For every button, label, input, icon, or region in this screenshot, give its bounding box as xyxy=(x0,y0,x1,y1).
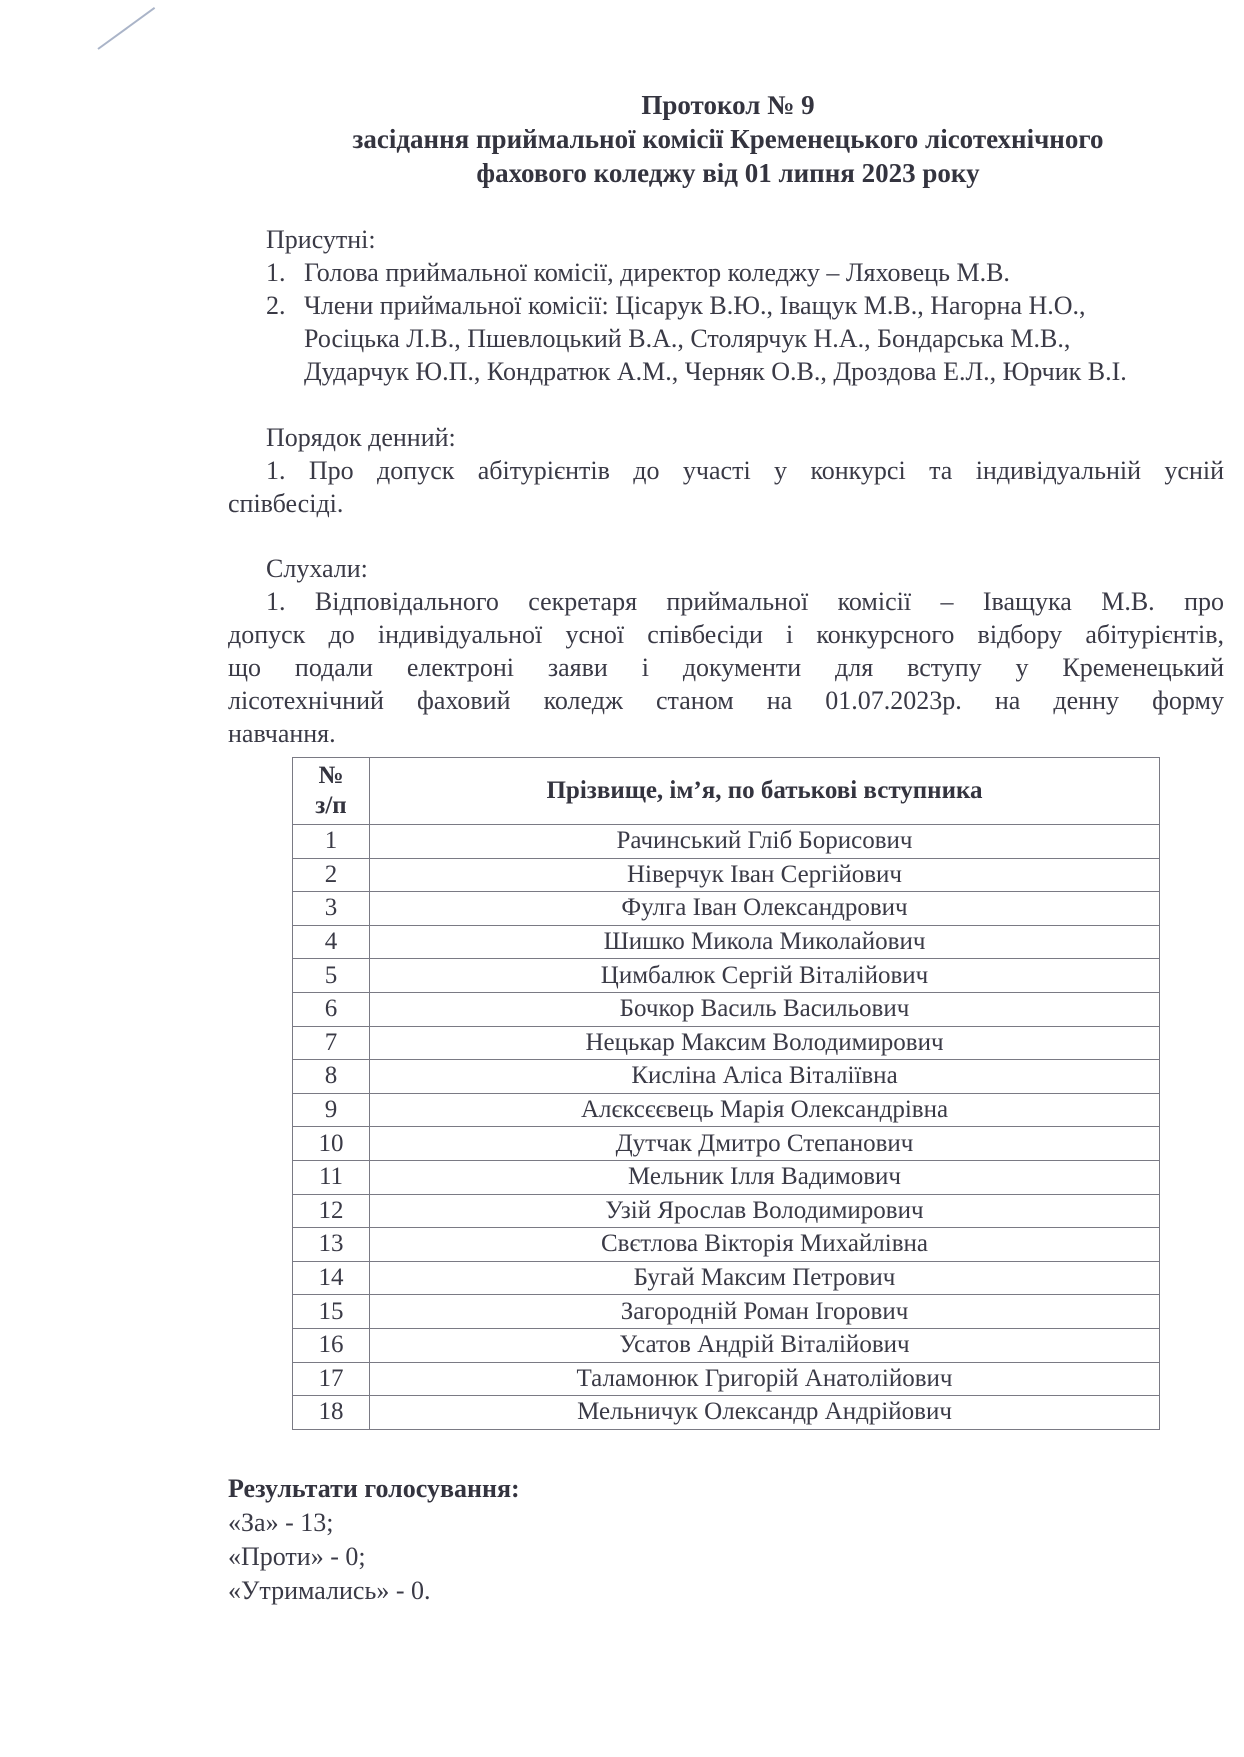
applicant-name: Бочкор Василь Васильович xyxy=(370,992,1160,1026)
applicant-name: Ніверчук Іван Сергійович xyxy=(370,858,1160,892)
row-number: 12 xyxy=(293,1194,370,1228)
applicant-name: Рачинський Гліб Борисович xyxy=(370,825,1160,859)
heard-text-line: навчання. xyxy=(228,719,336,748)
heard-label: Слухали: xyxy=(266,554,368,583)
applicant-name: Мельник Ілля Вадимович xyxy=(370,1160,1160,1194)
applicant-name: Алєксєєвець Марія Олександрівна xyxy=(370,1093,1160,1127)
applicant-name: Таламонюк Григорій Анатолійович xyxy=(370,1362,1160,1396)
protocol-header xyxy=(228,88,1228,190)
header-number: № з/п xyxy=(293,758,370,825)
applicants-table-body xyxy=(293,825,1160,1430)
table-row xyxy=(293,1362,1160,1396)
protocol-subtitle-line1: засідання приймальної комісії Кременецького лісотехнічного xyxy=(352,124,1104,154)
agenda-section xyxy=(228,421,1224,520)
applicant-name: Загородній Роман Ігорович xyxy=(370,1295,1160,1329)
present-item: 1. Голова приймальної комісії, директор коледжу – Ляховець М.В. xyxy=(266,258,1010,287)
row-number: 4 xyxy=(293,925,370,959)
heard-section xyxy=(228,552,1224,750)
row-number: 17 xyxy=(293,1362,370,1396)
table-row xyxy=(293,1026,1160,1060)
applicant-name: Цимбалюк Сергій Віталійович xyxy=(370,959,1160,993)
row-number: 18 xyxy=(293,1396,370,1430)
applicant-name: Мельничук Олександр Андрійович xyxy=(370,1396,1160,1430)
present-item-text: Голова приймальної комісії, директор коледжу – Ляховець М.В. xyxy=(304,258,1010,287)
row-number: 15 xyxy=(293,1295,370,1329)
table-row xyxy=(293,959,1160,993)
heard-text-line: що подали електроні заяви і документи для вступу у Кременецький xyxy=(228,653,1224,682)
votes-abstained: «Утримались» - 0. xyxy=(228,1576,431,1605)
row-number: 10 xyxy=(293,1127,370,1161)
row-number: 5 xyxy=(293,959,370,993)
table-row xyxy=(293,925,1160,959)
header-name: Прізвище, ім’я, по батькові вступника xyxy=(370,758,1160,825)
table-row xyxy=(293,1328,1160,1362)
heard-text-line: лісотехнічний фаховий коледж станом на 01.07.2023р. на денну форму xyxy=(228,686,1224,715)
applicant-name: Дутчак Дмитро Степанович xyxy=(370,1127,1160,1161)
applicant-name: Шишко Микола Миколайович xyxy=(370,925,1160,959)
present-label: Присутні: xyxy=(266,225,376,254)
row-number: 1 xyxy=(293,825,370,859)
applicant-name: Кисліна Аліса Віталіївна xyxy=(370,1060,1160,1094)
present-item-continuation: Росіцька Л.В., Пшевлоцький В.А., Столярчук Н.А., Бондарська М.В., xyxy=(304,324,1071,353)
applicant-name: Усатов Андрій Віталійович xyxy=(370,1328,1160,1362)
table-row xyxy=(293,1160,1160,1194)
row-number: 6 xyxy=(293,992,370,1026)
table-row xyxy=(293,1396,1160,1430)
table-row xyxy=(293,1194,1160,1228)
row-number: 13 xyxy=(293,1228,370,1262)
table-row xyxy=(293,825,1160,859)
agenda-label: Порядок денний: xyxy=(266,423,456,452)
table-row xyxy=(293,1127,1160,1161)
present-item: 2. Члени приймальної комісії: Цісарук В.Ю., Іващук М.В., Нагорна Н.О., xyxy=(266,291,1086,320)
row-number: 14 xyxy=(293,1261,370,1295)
protocol-subtitle-line2: фахового коледжу від 01 липня 2023 року xyxy=(476,158,980,188)
scan-pen-mark xyxy=(97,7,155,50)
table-row xyxy=(293,1295,1160,1329)
applicants-table xyxy=(292,757,1160,1430)
present-item-continuation: Дударчук Ю.П., Кондратюк А.М., Черняк О.В., Дроздова Е.Л., Юрчик В.І. xyxy=(304,357,1127,386)
row-number: 11 xyxy=(293,1160,370,1194)
heard-text-line: допуск до індивідуальної усної співбесіди і конкурсного відбору абітурієнтів, xyxy=(228,620,1224,649)
table-row xyxy=(293,1093,1160,1127)
row-number: 3 xyxy=(293,892,370,926)
votes-against: «Проти» - 0; xyxy=(228,1542,366,1571)
present-item-text: Члени приймальної комісії: Цісарук В.Ю., Іващук М.В., Нагорна Н.О., xyxy=(304,291,1086,320)
row-number: 7 xyxy=(293,1026,370,1060)
applicant-name: Нецькар Максим Володимирович xyxy=(370,1026,1160,1060)
row-number: 8 xyxy=(293,1060,370,1094)
table-row xyxy=(293,1060,1160,1094)
row-number: 9 xyxy=(293,1093,370,1127)
heard-text-line: 1. Відповідального секретаря приймальної комісії – Іващука М.В. про xyxy=(266,587,1224,616)
table-row xyxy=(293,992,1160,1026)
applicant-name: Узій Ярослав Володимирович xyxy=(370,1194,1160,1228)
applicant-name: Свєтлова Вікторія Михайлівна xyxy=(370,1228,1160,1262)
protocol-title: Протокол № 9 xyxy=(641,90,815,120)
table-header-row xyxy=(293,758,1160,825)
agenda-item-continuation: співбесіді. xyxy=(228,489,344,518)
table-row xyxy=(293,1261,1160,1295)
votes-for: «За» - 13; xyxy=(228,1508,334,1537)
table-row xyxy=(293,892,1160,926)
applicant-name: Бугай Максим Петрович xyxy=(370,1261,1160,1295)
table-row xyxy=(293,1228,1160,1262)
row-number: 2 xyxy=(293,858,370,892)
row-number: 16 xyxy=(293,1328,370,1362)
results-label: Результати голосування: xyxy=(228,1474,520,1503)
present-list xyxy=(228,256,1224,388)
present-section xyxy=(228,223,1224,388)
agenda-item: 1. Про допуск абітурієнтів до участі у конкурсі та індивідуальній усній xyxy=(266,456,1224,485)
voting-results xyxy=(228,1472,520,1608)
table-row xyxy=(293,858,1160,892)
applicant-name: Фулга Іван Олександрович xyxy=(370,892,1160,926)
